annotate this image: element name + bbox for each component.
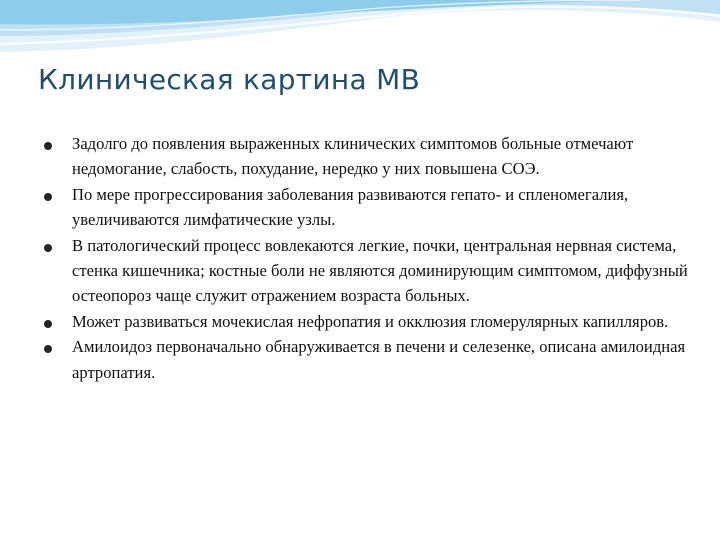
bullet-text: В патологический процесс вовлекаются легкие, почки, центральная нервная система, стенка кишечника; костные боли не являются доминирующим симптомом, диффузный остеопороз чаще служит отражением возраста больных.	[72, 235, 688, 306]
bullet-item	[30, 334, 695, 385]
bullet-dot-icon	[44, 193, 52, 201]
bullet-text: По мере прогрессирования заболевания развиваются гепато- и спленомегалия, увеличиваются лимфатические узлы.	[72, 184, 629, 230]
bullet-dot-icon	[44, 320, 52, 328]
bullet-item	[30, 233, 695, 309]
bullet-item	[30, 182, 695, 233]
bullet-dot-icon	[44, 244, 52, 252]
bullet-text: Задолго до появления выраженных клинических симптомов больные отмечают недомогание, слабость, похудание, нередко у них повышена СОЭ.	[72, 134, 634, 179]
slide-title: Клиническая картина МВ	[38, 63, 421, 96]
bullet-list	[30, 131, 695, 385]
bullet-item	[30, 131, 695, 182]
bullet-text: Может развиваться мочекислая нефропатия и окклюзия гломерулярных капилляров.	[72, 311, 669, 331]
bullet-text: Амилоидоз первоначально обнаруживается в печени и селезенке, описана амилоидная артропатия.	[72, 337, 686, 382]
bullet-dot-icon	[44, 345, 52, 353]
bullet-item	[30, 309, 695, 334]
bullet-dot-icon	[44, 142, 52, 150]
